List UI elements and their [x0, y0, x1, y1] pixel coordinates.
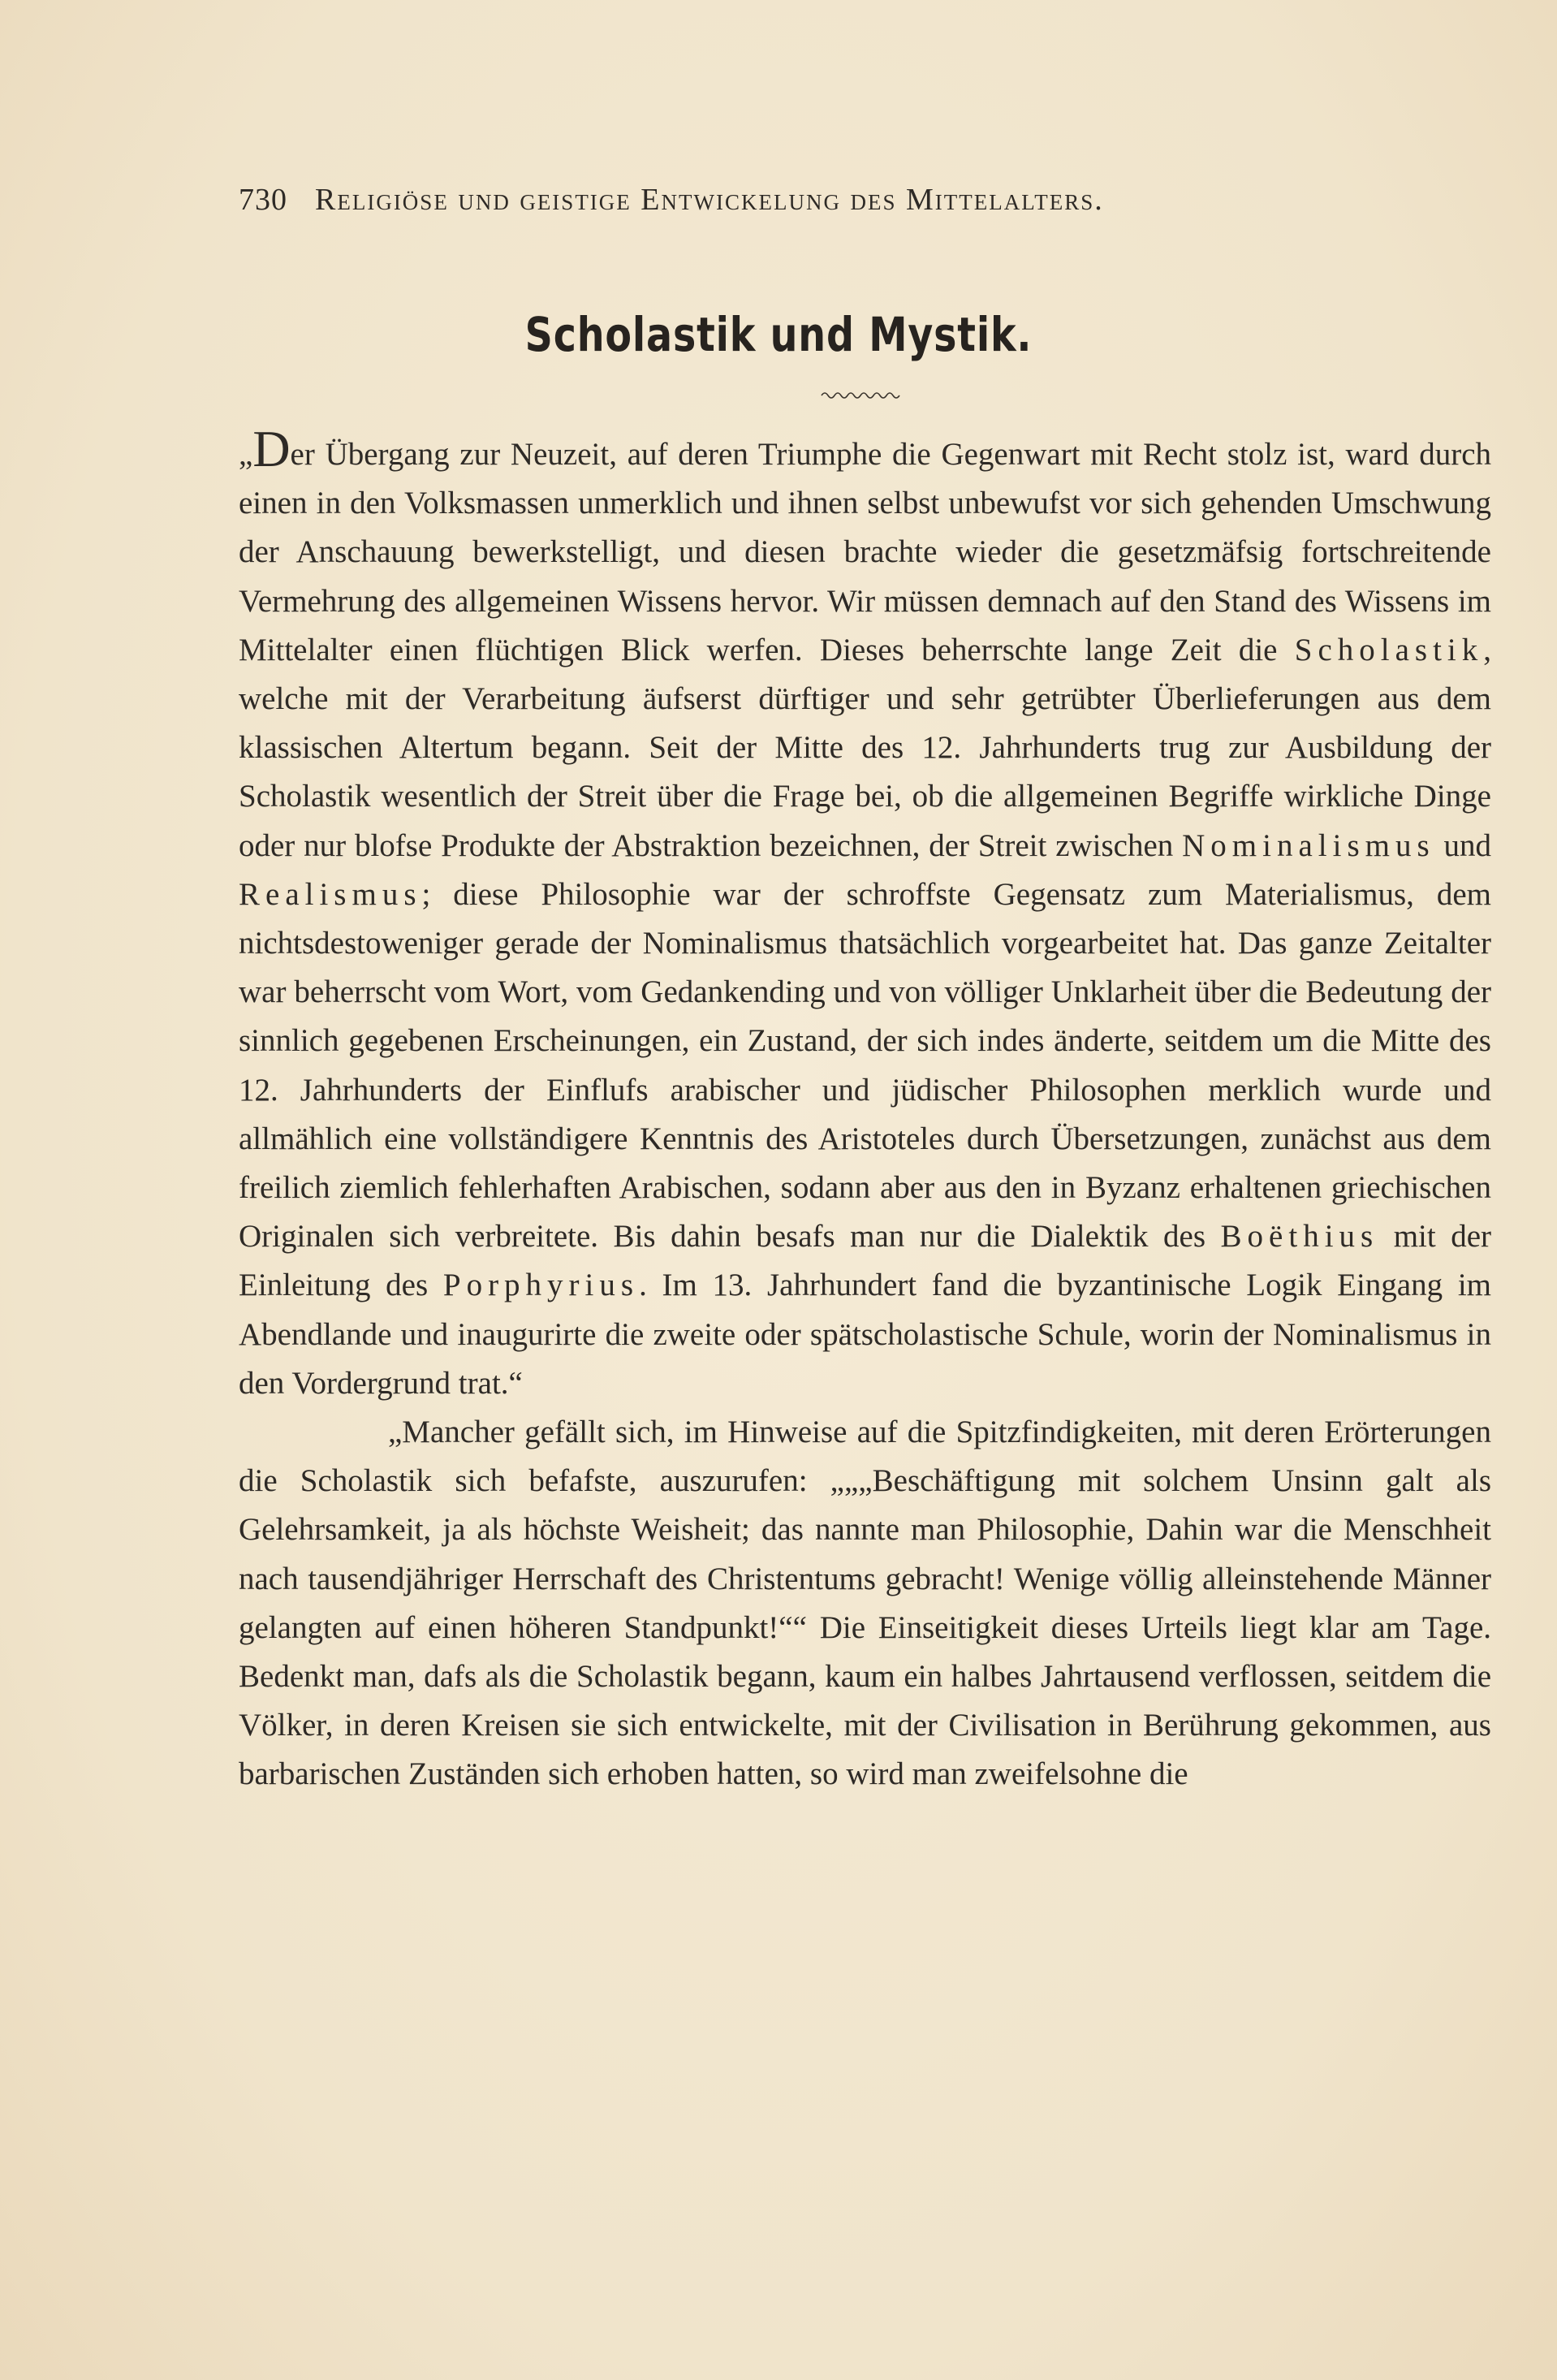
- body-text: [239, 420, 1491, 1799]
- paragraph-1: [239, 420, 1491, 1408]
- paragraph-1-text: ; diese Philosophie war der schroffste Gegensatz zum Materialismus, dem nichtsdestoweniger gerade der Nominalismus thatsächlich vorgearbeitet hat. Das ganze Zeitalter war beherrscht vom Wort, vom Gedankending und von völliger Unklarheit über die Bedeutung der sinnlich gegebenen Erscheinungen, ein Zustand, der sich indes änderte, seitdem um die Mitte des 12. Jahrhunderts der Einflufs arabischer und jüdischer Philosophen merklich wurde und allmählich eine vollständigere Kenntnis des Aristoteles durch Übersetzungen, zunächst aus dem freilich ziemlich fehlerhaften Arabischen, sodann aber aus den in Byzanz erhaltenen griechischen Originalen sich verbreitete. Bis dahin besafs man nur die Dialektik des: [239, 876, 1491, 1255]
- emphasis-boethius: Boëthius: [1220, 1219, 1379, 1255]
- running-title: Religiöse und geistige Entwickelung des Mittelalters.: [315, 183, 1104, 217]
- emphasis-porphyrius: Porphyrius: [442, 1268, 640, 1303]
- wavy-ornament-divider: [820, 388, 904, 401]
- emphasis-realismus: Realismus: [239, 876, 422, 912]
- page-header: [239, 182, 1326, 218]
- paragraph-1-text: und: [1434, 827, 1491, 863]
- initial-letter: D: [252, 420, 291, 477]
- emphasis-nominalismus: Nominalismus: [1182, 827, 1435, 863]
- paragraph-1-text: , welche mit der Verarbeitung äufserst dürftiger und sehr getrübter Überlieferungen aus dem klassischen Altertum begann. Seit der Mitte des 12. Jahrhunderts trug zur Ausbildung der Scholastik wesentlich der Streit über die Frage bei, ob die allgemeinen Begriffe wirkliche Dinge oder nur blofse Produkte der Abstraktion bezeichnen, der Streit zwischen: [239, 632, 1491, 863]
- section-title: Scholastik und Mystik.: [524, 307, 1033, 362]
- paragraph-1-text: mit der Einleitung des: [239, 1219, 1491, 1303]
- emphasis-scholastik: Scholastik: [1294, 632, 1484, 667]
- opening-quote: „: [239, 437, 253, 472]
- paragraph-1-text: er Übergang zur Neuzeit, auf deren Triumphe die Gegenwart mit Recht stolz ist, ward durch einen in den Volksmassen unmerklich und ihnen selbst unbewufst vor sich gehenden Umschwung der Anschauung bewerkstelligt, und diesen brachte wieder die gesetzmäfsig fortschreitende Vermehrung des allgemeinen Wissens hervor. Wir müssen demnach auf den Stand des Wissens im Mittelalter einen flüchtigen Blick werfen. Dieses beherrschte lange Zeit die: [239, 437, 1491, 667]
- paragraph-1-text: . Im 13. Jahrhundert fand die byzantinische Logik Eingang im Abendlande und inaugurirte die zweite oder spätscholastische Schule, worin der Nominalismus in den Vordergrund trat.“: [239, 1268, 1491, 1401]
- paragraph-2: „Mancher gefällt sich, im Hinweise auf die Spitzfindigkeiten, mit deren Erörterungen die Scholastik sich befafste, auszurufen: „„„Beschäftigung mit solchem Unsinn galt als Gelehrsamkeit, ja als höchste Weisheit; das nannte man Philosophie, Dahin war die Menschheit nach tausendjähriger Herrschaft des Christentums gebracht! Wenige völlig alleinstehende Männer gelangten auf einen höheren Standpunkt!““ Die Einseitigkeit dieses Urteils liegt klar am Tage. Bedenkt man, dafs als die Scholastik begann, kaum ein halbes Jahrtausend verflossen, seitdem die Völker, in deren Kreisen sie sich entwickelte, mit der Civilisation in Berührung gekommen, aus barbarischen Zuständen sich erhoben hatten, so wird man zweifelsohne die: [239, 1415, 1491, 1792]
- page-number: 730: [239, 183, 287, 217]
